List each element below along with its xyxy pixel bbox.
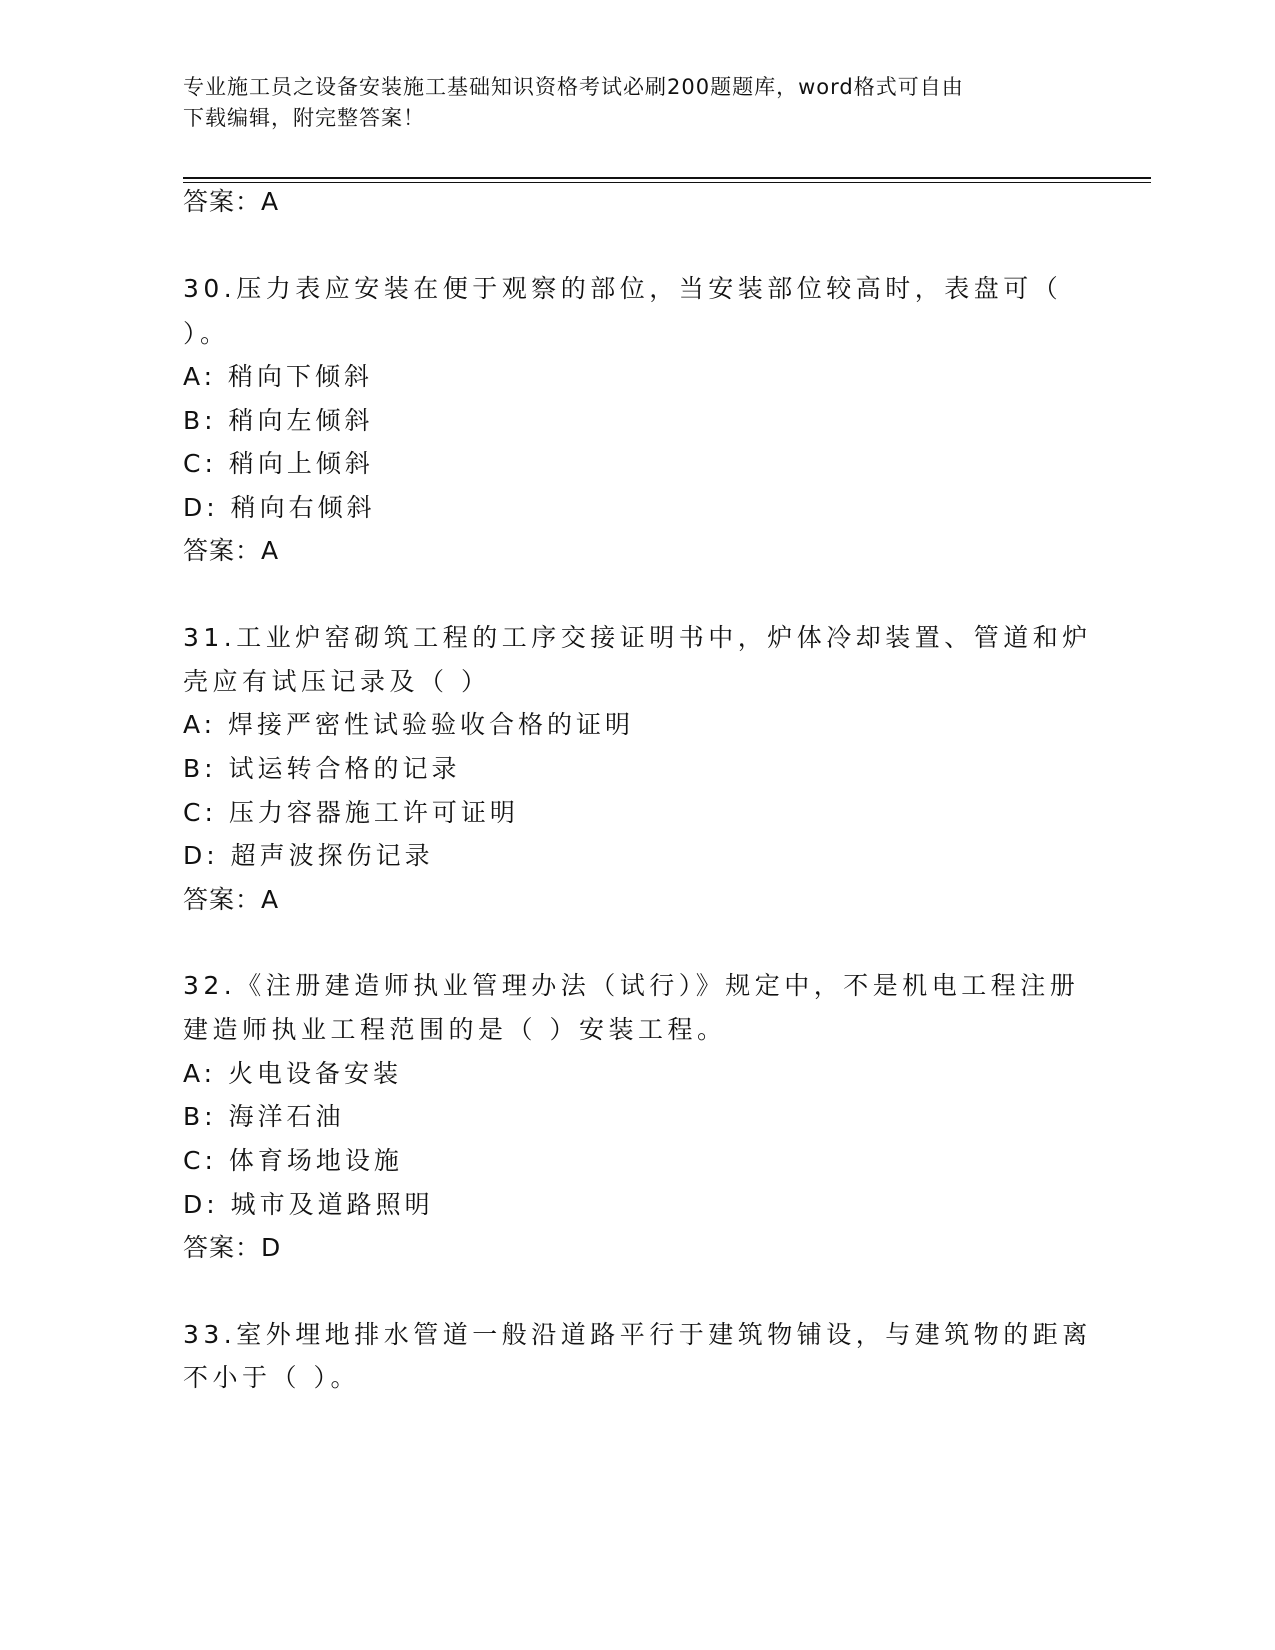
question-31-text-line2: 壳应有试压记录及（ ） bbox=[183, 667, 491, 696]
question-31-option-b: B: 试运转合格的记录 bbox=[183, 754, 461, 783]
header-divider-thick bbox=[183, 177, 1151, 179]
question-32-option-b: B: 海洋石油 bbox=[183, 1102, 345, 1131]
prev-question-answer: 答案：A bbox=[183, 187, 280, 216]
question-30-text-line2: ）。 bbox=[183, 319, 230, 348]
question-31-option-d: D: 超声波探伤记录 bbox=[183, 841, 434, 870]
header-title-line2: 下载编辑，附完整答案！ bbox=[183, 106, 425, 130]
question-32-text-line2: 建造师执业工程范围的是（ ）安装工程。 bbox=[183, 1015, 727, 1044]
question-30-option-a: A: 稍向下倾斜 bbox=[183, 362, 374, 391]
question-31-option-a: A: 焊接严密性试验验收合格的证明 bbox=[183, 710, 635, 739]
question-32-answer: 答案：D bbox=[183, 1233, 282, 1262]
question-30-answer: 答案：A bbox=[183, 536, 280, 565]
question-33-text-line1: 33.室外埋地排水管道一般沿道路平行于建筑物铺设，与建筑物的距离 bbox=[183, 1320, 1092, 1349]
question-30-text-line1: 30.压力表应安装在便于观察的部位，当安装部位较高时，表盘可（ bbox=[183, 274, 1063, 303]
header-title-line1: 专业施工员之设备安装施工基础知识资格考试必刷200题题库，word格式可自由 bbox=[183, 75, 964, 99]
question-31-answer: 答案：A bbox=[183, 885, 280, 914]
question-31-text-line1: 31.工业炉窑砌筑工程的工序交接证明书中，炉体冷却装置、管道和炉 bbox=[183, 623, 1092, 652]
question-33-text-line2: 不小于（ ）。 bbox=[183, 1363, 360, 1392]
question-30-option-d: D: 稍向右倾斜 bbox=[183, 493, 376, 522]
question-32-option-a: A: 火电设备安装 bbox=[183, 1059, 403, 1088]
page-header bbox=[183, 72, 1043, 134]
question-30-option-b: B: 稍向左倾斜 bbox=[183, 406, 374, 435]
header-divider-thin bbox=[183, 182, 1151, 183]
question-32-option-d: D: 城市及道路照明 bbox=[183, 1190, 434, 1219]
question-31-option-c: C: 压力容器施工许可证明 bbox=[183, 798, 519, 827]
question-32-text-line1: 32.《注册建造师执业管理办法（试行）》规定中，不是机电工程注册 bbox=[183, 971, 1080, 1000]
question-30-option-c: C: 稍向上倾斜 bbox=[183, 449, 374, 478]
question-32-option-c: C: 体育场地设施 bbox=[183, 1146, 403, 1175]
